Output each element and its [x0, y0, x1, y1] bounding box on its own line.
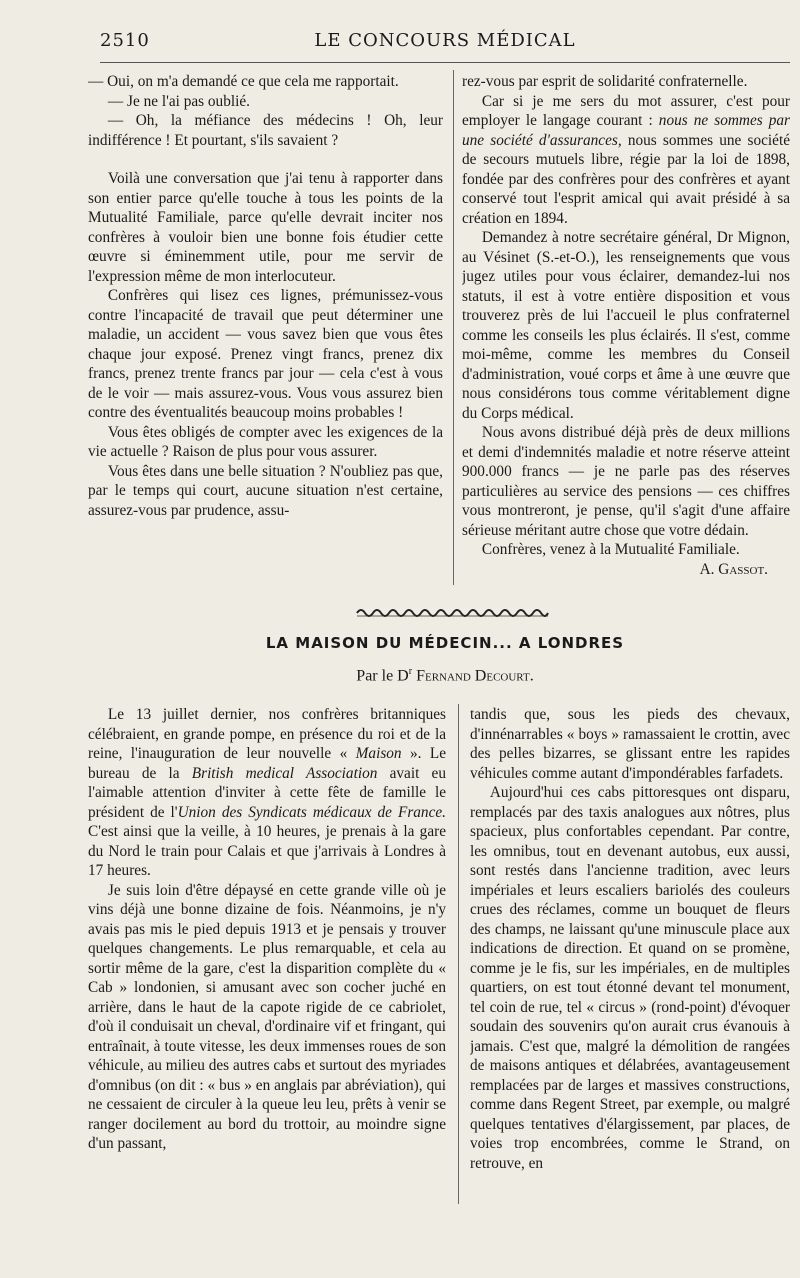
paragraph: Vous êtes dans une belle situation ? N'oubliez pas que, par le temps qui court, aucune situation n'est certaine, assurez-vous par prudence, assu-	[88, 462, 443, 519]
byline-superscript: r	[408, 666, 413, 677]
bottom-left-column	[88, 705, 446, 1205]
paragraph: Confrères, venez à la Mutualité Familiale.	[481, 541, 740, 558]
text-run: nous sommes une société de secours mutuels libre, régie par la loi de 1898, fondée par des confrères pour des confrères et ayant conservé tout l'esprit amical qui avait présidé à sa création en 1894.	[462, 131, 790, 227]
paragraph: Je suis loin d'être dépaysé en cette grande ville où je vins déjà une bonne dizaine de fois. Néanmoins, je n'y avais pas mis le pied depuis 1913 et je pensais y trouver quelques changements. Le plus remarquable, et cela au sortir même de la gare, c'est la disparition complète du « Cab » londonien, si amusant avec son cocher juché en arrière, dans le haut de la capote rigide de ce cabriolet, d'où il conduisait un cheval, d'ordinaire vif et fringant, qui entraînait, à toute vitesse, les deux immenses roues de son véhicule, au milieu des autres cabs et surtout des myriades d'omnibus (on dit : « bus » en anglais par abréviation), qui ne cessaient de circuler à la queue leu leu, prêts à venir se ranger docilement au bord du trottoir, au moindre signe d'un passant,	[88, 881, 446, 1152]
text-run: avait eu l'aimable attention d'inviter à cette fête de famille le président de l'	[88, 764, 446, 821]
paragraph: rez-vous par esprit de solidarité confraternelle.	[462, 73, 748, 90]
paragraph	[88, 705, 446, 881]
column-divider	[453, 70, 454, 585]
text-run: Car si je me sers du mot assurer, c'est pour employer le langage courant :	[462, 92, 790, 129]
section-ornament	[355, 604, 550, 620]
paragraph: Aujourd'hui ces cabs pittoresques ont disparu, remplacés par des taxis analogues aux nôtres, plus spacieux, plus confortables cependant. Par contre, les omnibus, tout en devenant autobus, eux aussi, sont restés dans l'ancienne tradition, avec leurs impériales et leurs escaliers bariolés des couleurs crues des réclames, comme un bouquet de fleurs des champs, ne laissant qu'une minuscule place aux indications de direction. Et quand on se promène, comme je le fis, sur les impériales, en de multiples quartiers, on est tout étonné devant tel monument, tel coin de rue, tel « circus » (rond-point) d'évoquer soudain des souvenirs qu'on aurait crus évanouis à jamais. C'est que, malgré la démolition de rangées de maisons antiques et délabrées, avantageusement remplacées par de larges et massives constructions, comme dans Regent Street, par exemple, ou malgré quelques tentatives d'élargissement, par places, de voies trop encombrées, comme le Strand, on retrouve, en	[470, 784, 790, 1172]
journal-title: LE CONCOURS MÉDICAL	[314, 30, 576, 51]
running-head	[100, 30, 790, 56]
author-name: Fernand Decourt.	[412, 667, 534, 685]
bottom-right-column	[470, 705, 790, 1205]
column-divider	[458, 704, 459, 1204]
paragraph: tandis que, sous les pieds des chevaux, d'innénarrables « boys » ramassaient le crottin, avec des pelles bizarres, se glissant entre les rapides véhicules comme autant d'impondérables farfadets.	[470, 706, 790, 782]
paragraph: Nous avons distribué déjà près de deux millions et demi d'indemnités maladie et notre réserve atteint 900.000 francs — je ne parle pas des réserves particulières au service des pensions — ces chiffres vous montreront, je pense, qu'il s'agit d'une affaire sérieuse méritant autre chose que votre dédain.	[462, 424, 790, 539]
article-byline	[100, 666, 790, 685]
article-title: LA MAISON DU MÉDECIN... A LONDRES	[265, 634, 625, 652]
header-rule	[100, 62, 790, 63]
italic-run: Maison	[355, 745, 402, 762]
signature: A. Gassot.	[699, 560, 768, 578]
byline-prefix: Par le D	[356, 667, 409, 685]
paragraph: Confrères qui lisez ces lignes, prémunissez-vous contre l'incapacité de travail que peut déterminer une maladie, un accident — vous savez bien que vous êtes chaque jour exposé. Prenez vingt francs, prenez dix francs, prenez trente francs par jour — cela c'est à vous de le voir — mais assurez-vous. Vous vous assurez bien contre des éventualités beaucoup moins probables !	[88, 287, 443, 421]
paragraph	[462, 92, 790, 229]
paragraph: — Oh, la méfiance des médecins ! Oh, leur indifférence ! Et pourtant, s'ils savaient ?	[88, 112, 443, 149]
top-left-column	[88, 72, 443, 592]
paragraph: Demandez à notre secrétaire général, Dr Mignon, au Vésinet (S.-et-O.), les renseignements que vous jugez utiles pour vous éclairer, demandez-lui nos statuts, il est à votre entière disposition et vous trouverez près de lui l'accueil le plus confraternel comme les conseils les plus éclairés. Il s'est, comme moi-même, comme les membres du Conseil d'administration, voué corps et âme à une œuvre que nous considérons tous comme véritablement digne du Corps médical.	[462, 229, 790, 422]
paragraph: — Oui, on m'a demandé ce que cela me rapportait.	[88, 73, 399, 90]
italic-run: British medical Association	[191, 764, 378, 782]
text-run: Le 13 juillet dernier, nos confrères britanniques célébraient, en grande pompe, en présence du roi et de la reine, l'inauguration de leur nouvelle «	[88, 706, 446, 762]
paragraph: Voilà une conversation que j'ai tenu à rapporter dans son entier parce qu'elle touche à tous les points de la Mutualité Familiale, parce qu'elle devrait inciter nos confrères à vouloir bien une bonne fois étudier cette œuvre si éminemment utile, pour me servir de l'expression même de mon interlocuteur.	[88, 170, 443, 285]
italic-run: Union des Syndicats médicaux de France.	[177, 803, 446, 821]
paragraph: — Je ne l'ai pas oublié.	[107, 92, 250, 110]
paragraph: Vous êtes obligés de compter avec les exigences de la vie actuelle ? Raison de plus pour vous assurer.	[88, 423, 443, 460]
italic-run: nous ne sommes par une société d'assurances,	[462, 112, 790, 149]
text-run: C'est ainsi que la veille, à 10 heures, je prenais à la gare du Nord le train pour Calais et que j'arrivais à Londres à 17 heures.	[88, 823, 446, 879]
text-run: ». Le bureau de la	[88, 745, 446, 782]
top-right-column	[462, 72, 790, 592]
page-number: 2510	[100, 30, 150, 51]
